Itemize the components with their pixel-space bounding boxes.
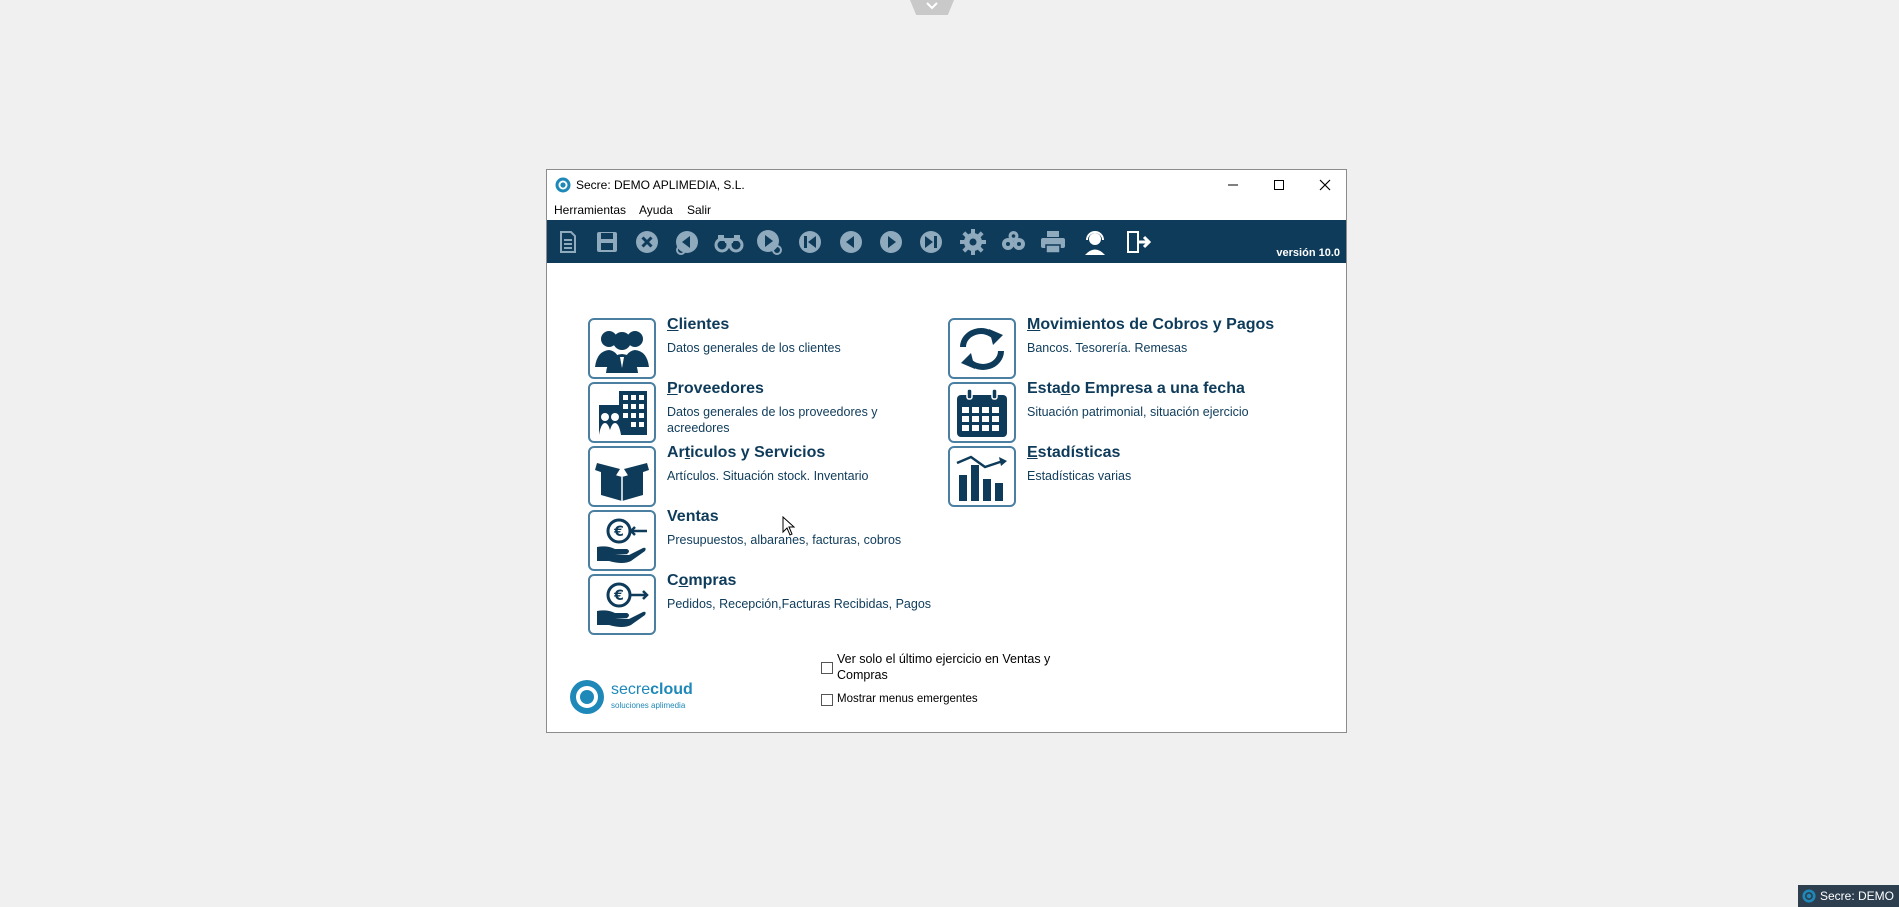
title-bar	[547, 170, 1346, 200]
chevron-down-icon	[926, 2, 938, 10]
svg-text:€: €	[614, 587, 624, 604]
settings-button[interactable]	[957, 226, 989, 258]
toolbar	[547, 220, 1346, 263]
refresh-icon	[953, 323, 1011, 375]
logo-wordmark: secrecloud	[611, 681, 693, 698]
ultimo-ejercicio-label[interactable]: Ver solo el último ejercicio en Ventas y Compras	[837, 652, 1051, 682]
support-button[interactable]	[1079, 226, 1111, 258]
app-window	[546, 169, 1347, 733]
top-collapse-tab[interactable]	[910, 0, 954, 15]
estado-tile[interactable]	[948, 382, 1016, 443]
previous-record-button[interactable]	[835, 226, 867, 258]
ventas-title[interactable]: Ventas	[667, 508, 719, 525]
compras-tile[interactable]	[588, 574, 656, 635]
ultimo-ejercicio-checkbox[interactable]	[821, 662, 833, 674]
close-icon	[1319, 179, 1331, 191]
bar-chart-icon	[953, 451, 1011, 503]
exit-icon	[1123, 228, 1151, 256]
movimientos-tile[interactable]	[948, 318, 1016, 379]
last-record-button[interactable]	[915, 226, 947, 258]
movimientos-description: Bancos. Tesorería. Remesas	[1027, 341, 1188, 355]
last-record-icon	[918, 229, 944, 255]
close-button[interactable]	[1302, 170, 1348, 200]
save-icon	[594, 229, 620, 255]
search-button[interactable]	[713, 226, 745, 258]
mouse-cursor-icon	[782, 516, 796, 536]
cancel-icon	[634, 229, 660, 255]
calendar-icon	[953, 387, 1011, 439]
compras-title[interactable]: Compras	[667, 572, 737, 589]
logo-tagline: soluciones aplimedia	[611, 701, 686, 710]
clientes-description: Datos generales de los clientes	[667, 341, 841, 355]
articulos-title[interactable]: Articulos y Servicios	[667, 444, 826, 461]
app-logo-icon	[1802, 889, 1816, 903]
clientes-tile[interactable]	[588, 318, 656, 379]
articulos-description: Artículos. Situación stock. Inventario	[667, 469, 869, 483]
menus-emergentes-checkbox[interactable]	[821, 694, 833, 706]
version-label: versión 10.0	[1276, 247, 1340, 259]
ventas-tile[interactable]	[588, 510, 656, 571]
exit-button[interactable]	[1121, 226, 1153, 258]
support-icon	[1081, 228, 1109, 256]
advanced-settings-icon	[998, 229, 1028, 255]
cancel-button[interactable]	[631, 226, 663, 258]
proveedores-description: Datos generales de los proveedores y acreedores	[667, 405, 878, 435]
menu-herramientas[interactable]: Herramientas	[554, 203, 627, 217]
clients-icon	[593, 323, 651, 375]
window-title: Secre: DEMO APLIMEDIA, S.L.	[576, 178, 745, 192]
menus-emergentes-label[interactable]: Mostrar menus emergentes	[837, 693, 978, 705]
estadisticas-description: Estadísticas varias	[1027, 469, 1132, 483]
menu-ayuda[interactable]: Ayuda	[639, 203, 673, 217]
next-record-icon	[878, 229, 904, 255]
settings-icon	[959, 228, 987, 256]
first-record-icon	[797, 229, 823, 255]
minimize-icon	[1227, 179, 1239, 191]
back-button[interactable]	[671, 226, 703, 258]
menu-bar	[547, 200, 1346, 220]
secrecloud-logo	[569, 677, 699, 717]
previous-record-icon	[838, 229, 864, 255]
play-search-button[interactable]	[753, 226, 785, 258]
first-record-button[interactable]	[794, 226, 826, 258]
compras-description: Pedidos, Recepción,Facturas Recibidas, Pagos	[667, 597, 932, 611]
print-icon	[1039, 229, 1067, 255]
minimize-button[interactable]	[1210, 170, 1256, 200]
app-logo-icon	[555, 177, 571, 193]
sales-icon	[593, 515, 651, 567]
clientes-title[interactable]: Clientes	[667, 316, 730, 333]
estadisticas-title[interactable]: Estadísticas	[1027, 444, 1121, 461]
advanced-settings-button[interactable]	[997, 226, 1029, 258]
new-document-icon	[555, 229, 579, 255]
estadisticas-tile[interactable]	[948, 446, 1016, 507]
menu-salir[interactable]: Salir	[687, 203, 712, 217]
maximize-icon	[1273, 179, 1285, 191]
movimientos-title[interactable]: Movimientos de Cobros y Pagos	[1027, 316, 1275, 333]
new-document-button[interactable]	[551, 226, 583, 258]
purchases-icon	[593, 579, 651, 631]
proveedores-title[interactable]: Proveedores	[667, 380, 764, 397]
print-button[interactable]	[1037, 226, 1069, 258]
next-record-button[interactable]	[875, 226, 907, 258]
taskbar-app-label: Secre: DEMO	[1820, 889, 1895, 903]
ventas-description: Presupuestos, albaranes, facturas, cobros	[667, 533, 902, 547]
search-icon	[714, 229, 744, 255]
estado-description: Situación patrimonial, situación ejercicio	[1027, 405, 1249, 419]
save-button[interactable]	[591, 226, 623, 258]
play-search-icon	[755, 228, 783, 256]
proveedores-tile[interactable]	[588, 382, 656, 443]
back-icon	[673, 228, 701, 256]
taskbar-app-item[interactable]	[1798, 885, 1899, 907]
articulos-tile[interactable]	[588, 446, 656, 507]
maximize-button[interactable]	[1256, 170, 1302, 200]
estado-title[interactable]: Estado Empresa a una fecha	[1027, 380, 1245, 397]
secrecloud-logo-icon	[569, 679, 605, 715]
box-icon	[593, 451, 651, 503]
suppliers-icon	[593, 387, 651, 439]
svg-text:€: €	[614, 523, 624, 540]
